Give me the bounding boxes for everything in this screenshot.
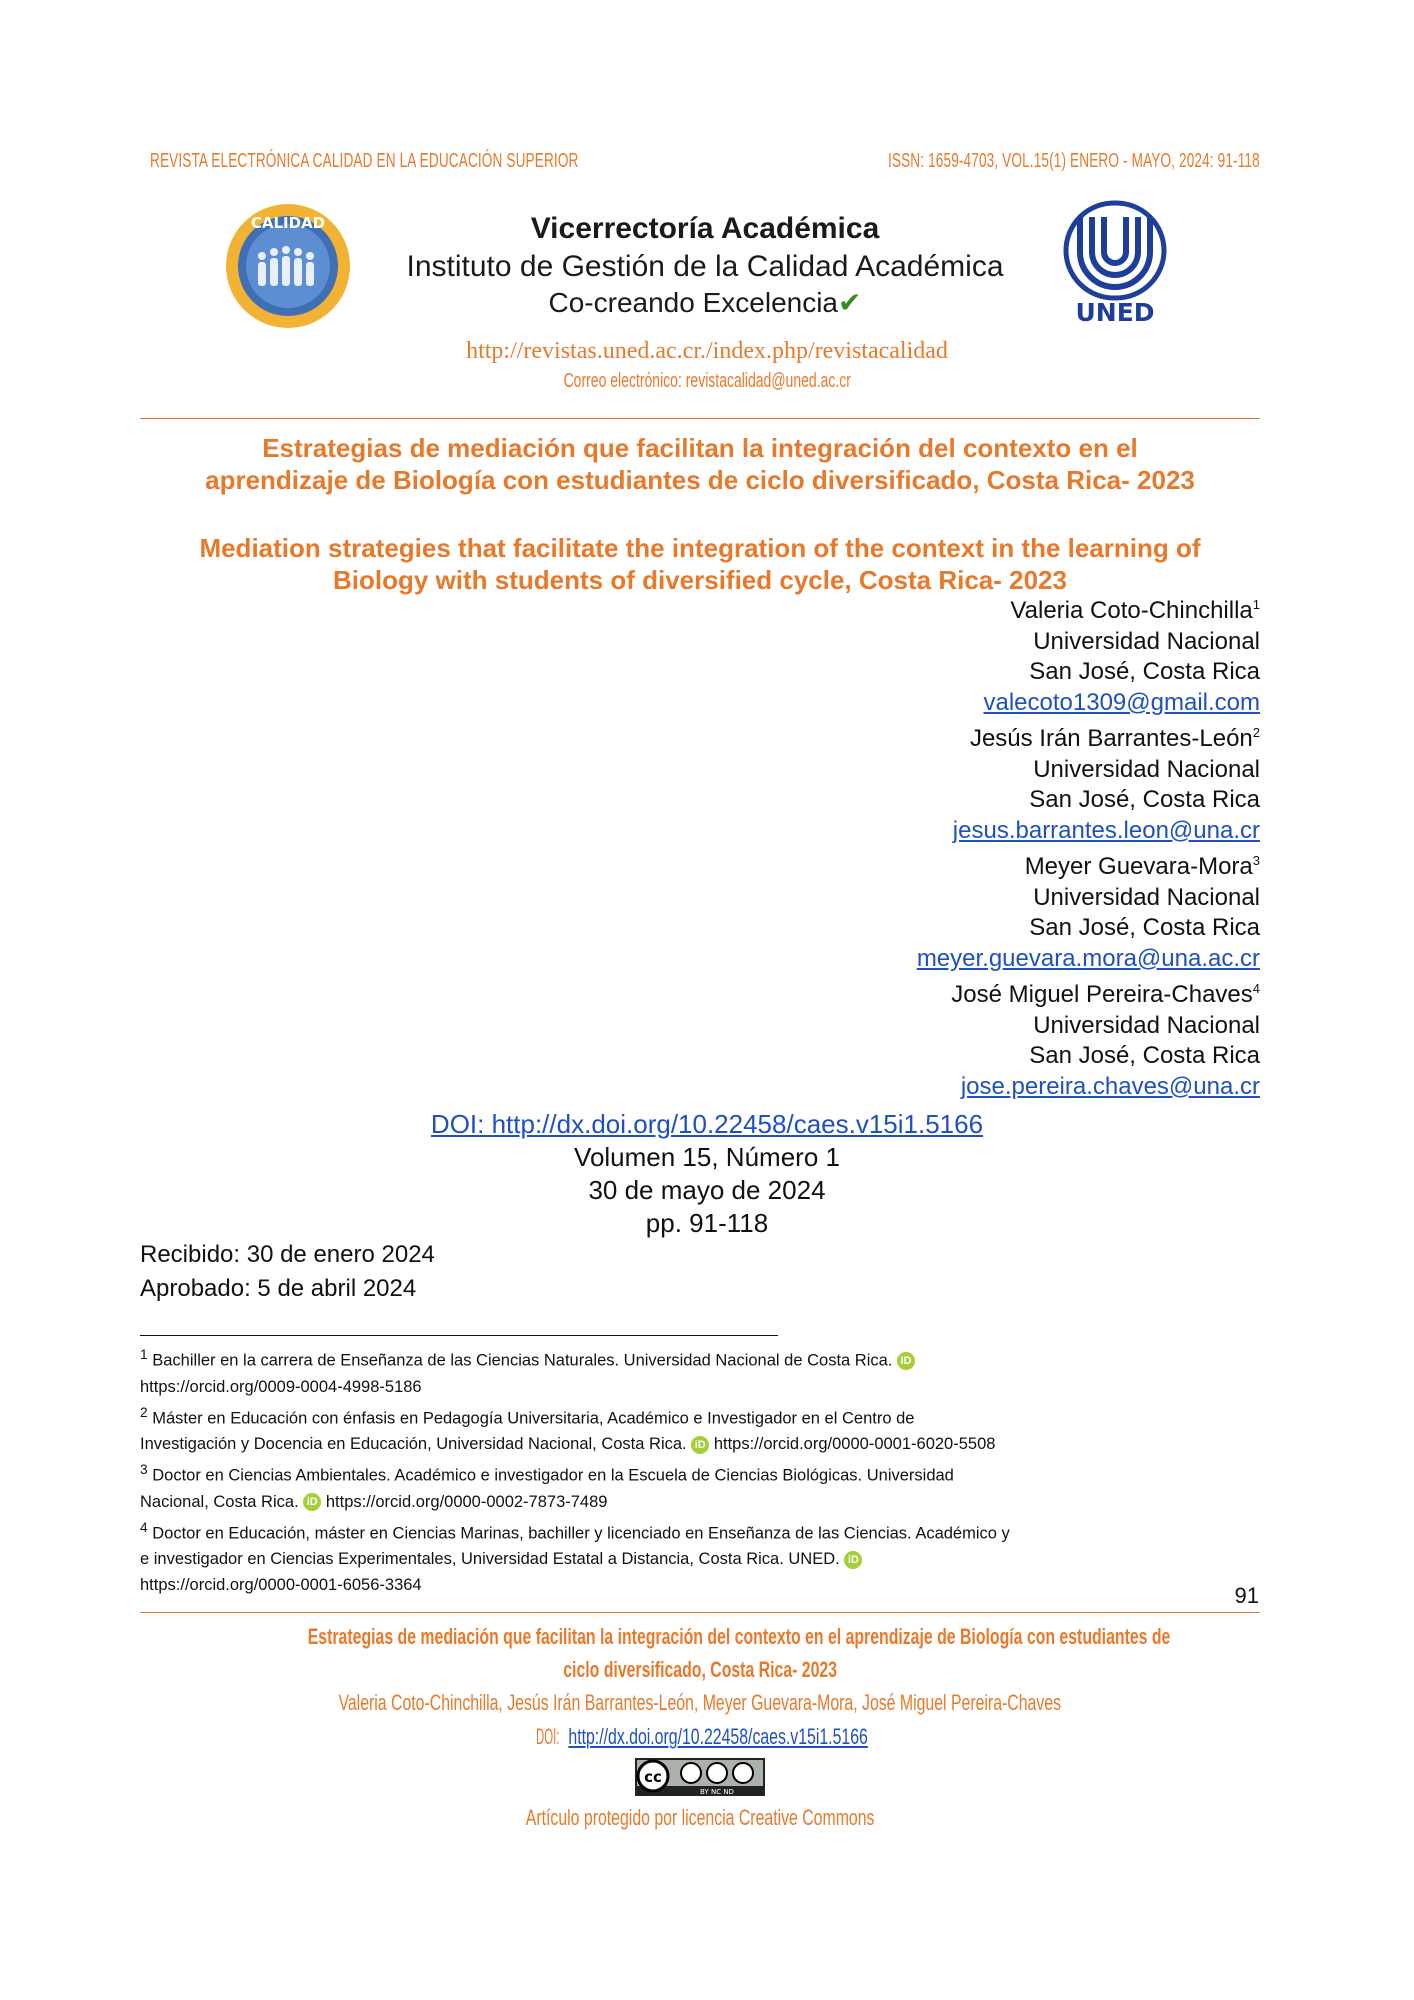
uned-logo-text: UNED xyxy=(1075,298,1155,327)
footnotes xyxy=(140,1342,1260,1598)
author-2-sup: 2 xyxy=(1252,725,1260,740)
author-affiliation: Universidad Nacional xyxy=(1033,755,1260,783)
calidad-logo-text: CALIDAD xyxy=(250,214,326,232)
journal-email-text[interactable]: Correo electrónico: revistacalidad@uned.ac.cr xyxy=(563,370,851,392)
fn1-sup: 1 xyxy=(140,1347,148,1362)
author-location: San José, Costa Rica xyxy=(1029,658,1260,685)
calidad-logo xyxy=(222,200,354,332)
author-4-email-link[interactable]: jose.pereira.chaves@una.cr xyxy=(960,1072,1260,1100)
title-es-line2: aprendizaje de Biología con estudiantes de ciclo diversificado, Costa Rica- 2023 xyxy=(205,465,1195,495)
footnote-1 xyxy=(140,1342,1260,1374)
author-4-sup: 4 xyxy=(1252,981,1260,996)
footer-doi-label: DOI: xyxy=(536,1724,560,1749)
check-icon: ✔ xyxy=(838,287,862,318)
title-es-line1: Estrategias de mediación que facilitan la integración del contexto en el xyxy=(262,433,1138,463)
fn2-text-b: Investigación y Docencia en Educación, Universidad Nacional, Costa Rica. xyxy=(140,1435,687,1453)
footnote-4 xyxy=(140,1515,1260,1547)
author-3-sup: 3 xyxy=(1252,853,1260,868)
orcid-icon[interactable]: iD xyxy=(844,1551,862,1569)
title-spanish xyxy=(140,432,1260,496)
author-list xyxy=(740,590,1260,1102)
creative-commons-badge[interactable] xyxy=(635,1758,765,1796)
orcid-icon[interactable]: iD xyxy=(691,1436,709,1454)
author-2-name: Jesús Irán Barrantes-León xyxy=(969,725,1253,752)
slogan xyxy=(355,286,1055,319)
footer-title xyxy=(140,1620,1260,1686)
footer-doi-link[interactable]: http://dx.doi.org/10.22458/caes.v15i1.5166 xyxy=(568,1724,869,1749)
author-affiliation: Universidad Nacional xyxy=(1033,627,1260,655)
footnote-2 xyxy=(140,1400,1260,1432)
page-number: 91 xyxy=(1234,1583,1259,1608)
footer-license-text: Artículo protegido por licencia Creative Commons xyxy=(525,1805,875,1830)
cc-icons-text: BY NC ND xyxy=(700,1788,734,1796)
title-english xyxy=(140,532,1260,596)
author-name xyxy=(740,974,1260,1011)
fn1-text: Bachiller en la carrera de Enseñanza de las Ciencias Naturales. Universidad Nacional de Costa Rica. xyxy=(152,1351,893,1370)
running-header xyxy=(150,150,1260,180)
page-footer xyxy=(140,1620,1260,1835)
issn-info: ISSN: 1659-4703, VOL.15(1) ENERO - MAYO, 2024: 91-118 xyxy=(888,150,1260,172)
footnote-4-cont xyxy=(140,1546,1260,1572)
footnote-divider xyxy=(140,1335,778,1336)
author-name xyxy=(740,590,1260,627)
institution-block xyxy=(355,212,1055,319)
doi-link[interactable]: DOI: http://dx.doi.org/10.22458/caes.v15i1.5166 xyxy=(430,1109,984,1139)
author-3-name: Meyer Guevara-Mora xyxy=(1024,853,1253,880)
author-1-sup: 1 xyxy=(1252,597,1260,612)
dates-block xyxy=(140,1238,435,1306)
footnote-2-cont xyxy=(140,1431,1260,1457)
vice-title: Vicerrectoría Académica xyxy=(530,212,880,245)
author-name xyxy=(740,718,1260,755)
fn4-orcid-link[interactable]: https://orcid.org/0000-0001-6056-3364 xyxy=(140,1576,422,1594)
slogan-text: Co-creando Excelencia xyxy=(548,287,839,318)
volume-info: Volumen 15, Número 1 xyxy=(574,1142,840,1172)
publication-date: 30 de mayo de 2024 xyxy=(588,1175,826,1205)
fn2-text-a: Máster en Educación con énfasis en Pedagogía Universitaria, Académico e Investigador en el Centro de xyxy=(152,1409,915,1427)
institute-name: Instituto de Gestión de la Calidad Académica xyxy=(406,250,1004,283)
uned-logo xyxy=(1060,197,1170,327)
fn4-text-b: e investigador en Ciencias Experimentales, Universidad Estatal a Distancia, Costa Rica. UNED. xyxy=(140,1550,840,1568)
author-location: San José, Costa Rica xyxy=(1029,1042,1260,1069)
fn3-text-a: Doctor en Ciencias Ambientales. Académico e investigador en la Escuela de Ciencias Biológicas. Universidad xyxy=(152,1466,954,1485)
fn4-text-a: Doctor en Educación, máster en Ciencias Marinas, bachiller y licenciado en Enseñanza de las Ciencias. Académico y xyxy=(152,1524,1010,1542)
fn4-sup: 4 xyxy=(140,1519,148,1535)
header-divider xyxy=(140,418,1260,419)
author-affiliation: Universidad Nacional xyxy=(1033,883,1260,911)
footer-license xyxy=(140,1801,1260,1835)
author-1-email-link[interactable]: valecoto1309@gmail.com xyxy=(983,688,1260,716)
footer-authors-text: Valeria Coto-Chinchilla, Jesús Irán Barrantes-León, Meyer Guevara-Mora, José Miguel Pereira-Chaves xyxy=(338,1690,1062,1715)
author-location: San José, Costa Rica xyxy=(1029,786,1260,813)
author-1-name: Valeria Coto-Chinchilla xyxy=(1010,597,1253,624)
journal-url[interactable]: http://revistas.uned.ac.cr./index.php/revistacalidad xyxy=(466,338,948,364)
journal-email[interactable] xyxy=(0,370,1414,393)
author-location: San José, Costa Rica xyxy=(1029,914,1260,941)
fn2-sup: 2 xyxy=(140,1404,148,1420)
fn3-sup: 3 xyxy=(140,1462,148,1477)
footer-doi xyxy=(140,1720,1260,1754)
footer-title-line1: Estrategias de mediación que facilitan la integración del contexto en el aprendizaje de Biología con estudiantes de xyxy=(307,1624,1171,1649)
title-en-line2: Biology with students of diversified cycle, Costa Rica- 2023 xyxy=(333,565,1067,595)
cc-text: cc xyxy=(644,1768,662,1786)
fn1-orcid-link[interactable]: https://orcid.org/0009-0004-4998-5186 xyxy=(140,1377,422,1396)
fn2-orcid-link[interactable]: https://orcid.org/0000-0001-6020-5508 xyxy=(713,1435,996,1453)
author-name xyxy=(740,846,1260,883)
fn3-orcid-link[interactable]: https://orcid.org/0000-0002-7873-7489 xyxy=(325,1492,608,1511)
author-2-email-link[interactable]: jesus.barrantes.leon@una.cr xyxy=(952,816,1260,844)
title-en-line1: Mediation strategies that facilitate the integration of the context in the learning of xyxy=(199,533,1201,563)
orcid-icon[interactable]: iD xyxy=(897,1352,915,1370)
orcid-icon[interactable]: iD xyxy=(303,1493,321,1511)
author-3-email-link[interactable]: meyer.guevara.mora@una.ac.cr xyxy=(916,944,1260,972)
approved-date: Aprobado: 5 de abril 2024 xyxy=(140,1275,417,1302)
author-affiliation: Universidad Nacional xyxy=(1033,1011,1260,1039)
footer-authors xyxy=(140,1686,1260,1720)
footer-title-line2: ciclo diversificado, Costa Rica- 2023 xyxy=(563,1657,837,1682)
author-4-name: José Miguel Pereira-Chaves xyxy=(951,981,1253,1008)
footnote-3 xyxy=(140,1457,1260,1489)
page-range: pp. 91-118 xyxy=(645,1208,769,1238)
footnote-3-cont xyxy=(140,1489,1260,1515)
journal-name: REVISTA ELECTRÓNICA CALIDAD EN LA EDUCACIÓN SUPERIOR xyxy=(150,150,579,172)
footer-divider xyxy=(140,1612,1260,1613)
fn3-text-b: Nacional, Costa Rica. xyxy=(140,1492,299,1511)
publication-info xyxy=(0,1108,1414,1240)
received-date: Recibido: 30 de enero 2024 xyxy=(140,1241,435,1268)
